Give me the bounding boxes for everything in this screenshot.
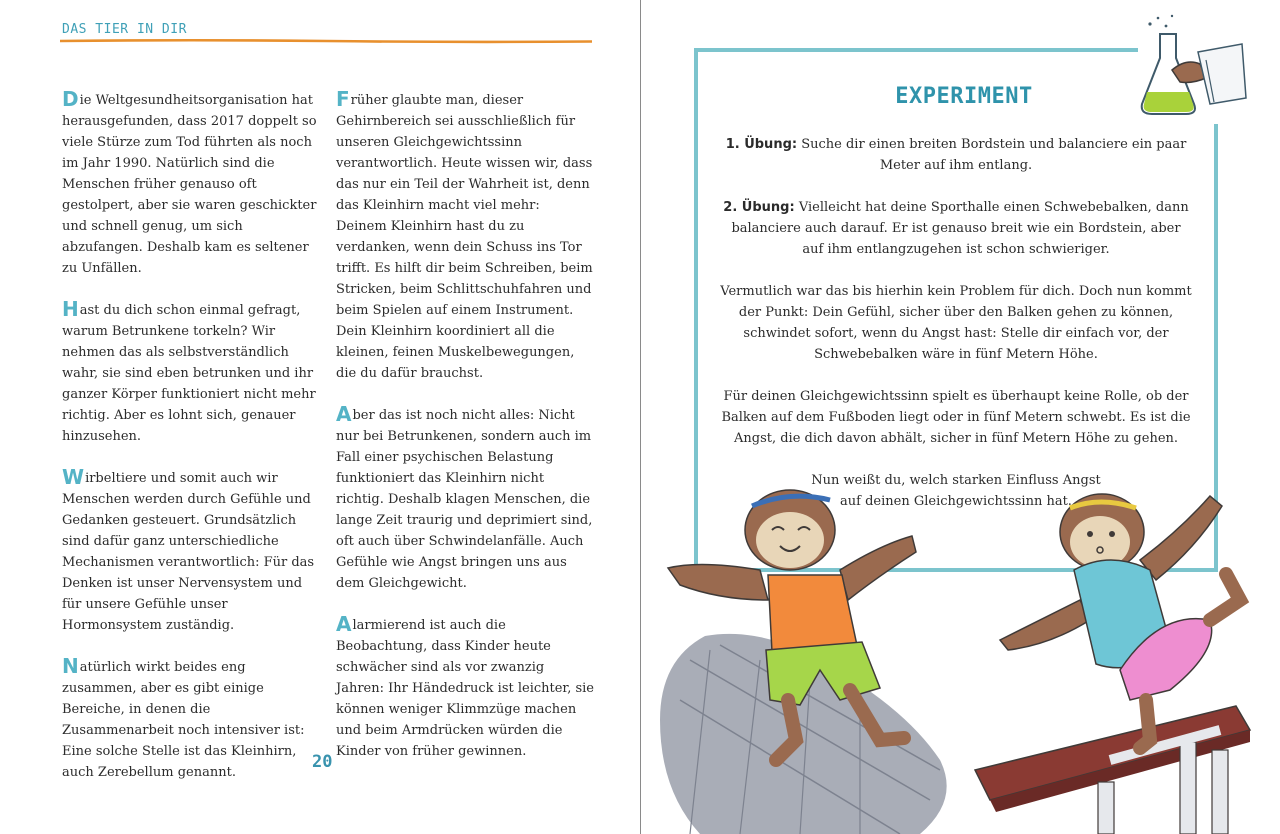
- paragraph: [62, 465, 320, 636]
- paragraph: [62, 87, 320, 279]
- page-number: 20: [312, 752, 333, 772]
- paragraph-text: ast du dich schon einmal gefragt, warum Betrunkene torkeln? Wir nehmen das als selbstverständlich wahr, sie sind eben betrunken und ihr ganzer Körper funktioniert nicht mehr richtig. Aber es lohnt sich, genauer hinzusehen.: [62, 303, 316, 444]
- exercise-text: Vielleicht hat deine Sporthalle einen Schwebebalken, dann balanciere auch darauf. Er ist genauso breit wie ein Bordstein, aber auf ihm entlangzugehen ist schon schwieriger.: [731, 200, 1189, 257]
- text-column-2: [336, 87, 594, 783]
- experiment-body: [720, 134, 1192, 533]
- drop-cap: D: [62, 87, 79, 111]
- balance-beam-illustration: [975, 706, 1250, 834]
- drop-cap: H: [62, 297, 79, 321]
- paragraph: [62, 654, 320, 783]
- paragraph-text: rüher glaubte man, dieser Gehirnbereich sei ausschließlich für unseren Gleichgewichtssinn verantwortlich. Heute wissen wir, dass das nur ein Teil der Wahrheit ist, denn das Kleinhirn macht viel mehr: Deinem Kleinhirn hast du zu verdanken, wenn dein Schuss ins Tor trifft. Es hilft dir beim Schreiben, beim Stricken, beim Schlittschuhfahren und beim Spielen auf einem Instrument. Dein Kleinhirn koordiniert all die kleinen, feinen Muskelbewegungen, die du dafür brauchst.: [336, 93, 593, 381]
- drop-cap: N: [62, 654, 79, 678]
- paragraph-text: larmierend ist auch die Beobachtung, dass Kinder heute schwächer sind als vor zwanzig Jahren: Ihr Händedruck ist leichter, sie können weniger Klimmzüge machen und beim Armdrücken würden die Kinder von früher gewinnen.: [336, 618, 594, 759]
- experiment-title: EXPERIMENT: [895, 84, 1033, 109]
- paragraph-text: ber das ist noch nicht alles: Nicht nur bei Betrunkenen, sondern auch im Fall einer psychischen Belastung funktioniert das Kleinhirn nicht richtig. Deshalb klagen Menschen, die lange Zeit traurig und deprimiert sind, oft auch über Schwindelanfälle. Auch Gefühle wie Angst bringen uns aus dem Gleichgewicht.: [336, 408, 593, 591]
- text-column-1: [62, 87, 320, 804]
- experiment-paragraph: Vermutlich war das bis hierhin kein Problem für dich. Doch nun kommt der Punkt: Dein Gefühl, sicher über den Balken gehen zu können, schwindet sofort, wenn du Angst hast: Stelle dir einfach vor, der Schwebebalken wäre in fünf Metern Höhe.: [720, 284, 1192, 362]
- paragraph: [62, 297, 320, 447]
- experiment-paragraph: Für deinen Gleichgewichtssinn spielt es überhaupt keine Rolle, ob der Balken auf dem Fußboden liegt oder in fünf Metern schwebt. Es ist die Angst, die dich davon abhält, sicher in fünf Metern Höhe zu gehen.: [721, 389, 1191, 446]
- exercise-label: 2. Übung:: [723, 200, 795, 215]
- paragraph: [336, 402, 594, 594]
- drop-cap: A: [336, 402, 352, 426]
- drop-cap: W: [62, 465, 85, 489]
- running-head: DAS TIER IN DIR: [62, 22, 187, 37]
- paragraph: [336, 87, 594, 384]
- drop-cap: A: [336, 612, 352, 636]
- exercise-1: [720, 134, 1192, 176]
- paragraph-text: atürlich wirkt beides eng zusammen, aber es gibt einige Bereiche, in denen die Zusammenarbeit noch intensiver ist: Eine solche Stelle ist das Kleinhirn, auch Zerebellum genannt.: [62, 660, 305, 780]
- paragraph-text: ie Weltgesundheitsorganisation hat herausgefunden, dass 2017 doppelt so viele Stürze zum Tod führten als noch im Jahr 1990. Natürlich sind die Menschen früher genauso oft gestolpert, aber sie waren geschickter und schnell genug, um sich abzufangen. Deshalb kam es seltener zu Unfällen.: [62, 93, 317, 276]
- exercise-label: 1. Übung:: [725, 137, 798, 152]
- header-rule: [60, 38, 592, 44]
- exercise-text: Suche dir einen breiten Bordstein und balanciere ein paar Meter auf ihm entlang.: [797, 137, 1187, 173]
- drop-cap: F: [336, 87, 350, 111]
- paragraph-text: irbeltiere und somit auch wir Menschen werden durch Gefühle und Gedanken gesteuert. Grundsätzlich sind dafür ganz unterschiedliche Mechanismen verantwortlich: Für das Denken ist unser Nervensystem und für unsere Gefühle unser Hormonsystem zuständig.: [62, 471, 315, 633]
- exercise-2: [720, 197, 1192, 260]
- paragraph: [336, 612, 594, 762]
- flask-icon: [1138, 14, 1246, 124]
- experiment-paragraph: Nun weißt du, welch starken Einfluss Angst auf deinen Gleichgewichtssinn hat.: [811, 473, 1101, 509]
